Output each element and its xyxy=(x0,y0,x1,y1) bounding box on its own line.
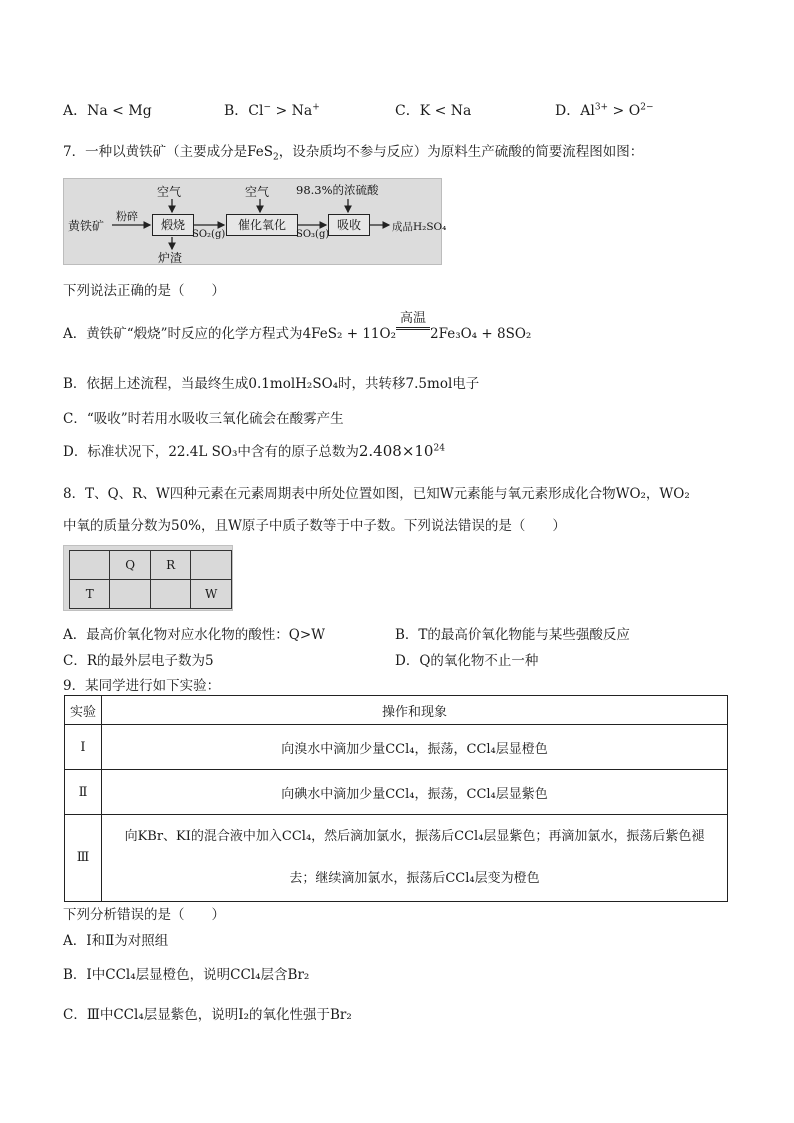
flow-slag: 炉渣 xyxy=(158,251,183,265)
flow-air1: 空气 xyxy=(157,185,182,199)
q6-option-d: D．$Al^{3+} > O^{2-}$ xyxy=(555,102,654,119)
q8-option-b: B．T的最高价氧化物能与某些强酸反应 xyxy=(395,627,630,643)
table-row-num: Ⅰ xyxy=(65,725,102,770)
table-row-text: 向碘水中滴加少量CCl₄，振荡，CCl₄层显紫色 xyxy=(102,770,728,815)
table-row-text: 向KBr、KI的混合液中加入CCl₄，然后滴加氯水，振荡后CCl₄层显紫色；再滴加氯水，振荡后紫色褪 去；继续滴加氯水，振荡后CCl₄层变为橙色 xyxy=(102,815,728,902)
cell-empty xyxy=(70,551,110,580)
q7-flow-diagram xyxy=(63,178,447,265)
q6-option-b: B．Cl− > Na+ xyxy=(224,102,320,119)
reaction-condition: 高温 xyxy=(399,311,426,326)
table-row-text: 向溴水中滴加少量CCl₄，振荡，CCl₄层显橙色 xyxy=(102,725,728,770)
q8-option-c: C．R的最外层电子数为5 xyxy=(63,653,214,669)
reaction-equals-sign xyxy=(396,327,430,330)
flow-ore: 黄铁矿 xyxy=(68,219,105,233)
q7-option-d: D．标准状况下，22.4L SO₃中含有的原子总数为$2.408\times 10^{24}$ xyxy=(63,442,445,460)
flow-so2: SO₂(g) xyxy=(192,229,226,240)
q7-question: 下列说法正确的是（ ） xyxy=(63,283,225,299)
q9-experiment-table xyxy=(64,695,728,902)
q8-option-d: D．Q的氧化物不止一种 xyxy=(395,653,539,669)
table-row-num: Ⅲ xyxy=(65,815,102,902)
q9-stem: 9．某同学进行如下实验： xyxy=(63,678,221,694)
q7-option-a: A．黄铁矿“煅烧”时反应的化学方程式为4FeS₂ + 11O₂ 高温 2Fe₃O₄ + 8SO₂ xyxy=(63,311,532,342)
flow-acid: 98.3%的浓硫酸 xyxy=(296,183,379,197)
table-header-operation: 操作和现象 xyxy=(102,696,728,725)
q6-option-a: A．Na < Mg xyxy=(63,103,152,119)
cell-r: R xyxy=(150,551,190,580)
cell-q: Q xyxy=(110,551,151,580)
q8-stem-line1: 8．T、Q、R、W四种元素在元素周期表中所处位置如图，已知W元素能与氧元素形成化合物WO₂，WO₂ xyxy=(63,486,690,502)
table-row-num: Ⅱ xyxy=(65,770,102,815)
flow-box-oxidation: 催化氧化 xyxy=(226,214,298,236)
q8-periodic-table xyxy=(63,545,233,611)
q7-stem: 7．一种以黄铁矿（主要成分是FeS$_2$，设杂质均不参与反应）为原料生产硫酸的简要流程图如图： xyxy=(63,144,644,163)
cell-empty xyxy=(110,580,151,609)
cell-empty xyxy=(150,580,190,609)
cell-w: W xyxy=(191,580,232,609)
q9-option-b: B．Ⅰ中CCl₄层显橙色，说明CCl₄层含Br₂ xyxy=(63,967,310,983)
flow-product: 成品H₂SO₄ xyxy=(392,221,447,233)
flow-so3: SO₃(g) xyxy=(296,229,330,240)
flow-crush: 粉碎 xyxy=(116,210,138,223)
flow-box-absorb: 吸收 xyxy=(328,214,370,236)
q9-option-a: A．Ⅰ和Ⅱ为对照组 xyxy=(63,933,169,949)
table-header-experiment: 实验 xyxy=(65,696,102,725)
q9-question: 下列分析错误的是（ ） xyxy=(63,907,225,923)
q7-option-c: C．“吸收”时若用水吸收三氧化硫会在酸雾产生 xyxy=(63,411,344,427)
q9-option-c: C．Ⅲ中CCl₄层显紫色，说明I₂的氧化性强于Br₂ xyxy=(63,1007,352,1023)
flow-air2: 空气 xyxy=(245,185,270,199)
q6-option-c: C．K < Na xyxy=(395,103,472,119)
q8-stem-line2: 中氧的质量分数为50%，且W原子中质子数等于中子数。下列说法错误的是（ ） xyxy=(63,518,566,534)
cell-empty xyxy=(191,551,232,580)
q7-option-b: B．依据上述流程，当最终生成0.1molH₂SO₄时，共转移7.5mol电子 xyxy=(63,376,480,392)
q8-option-a: A．最高价氧化物对应水化物的酸性：Q>W xyxy=(63,627,326,643)
cell-t: T xyxy=(70,580,110,609)
flow-box-roast: 煅烧 xyxy=(152,214,194,236)
